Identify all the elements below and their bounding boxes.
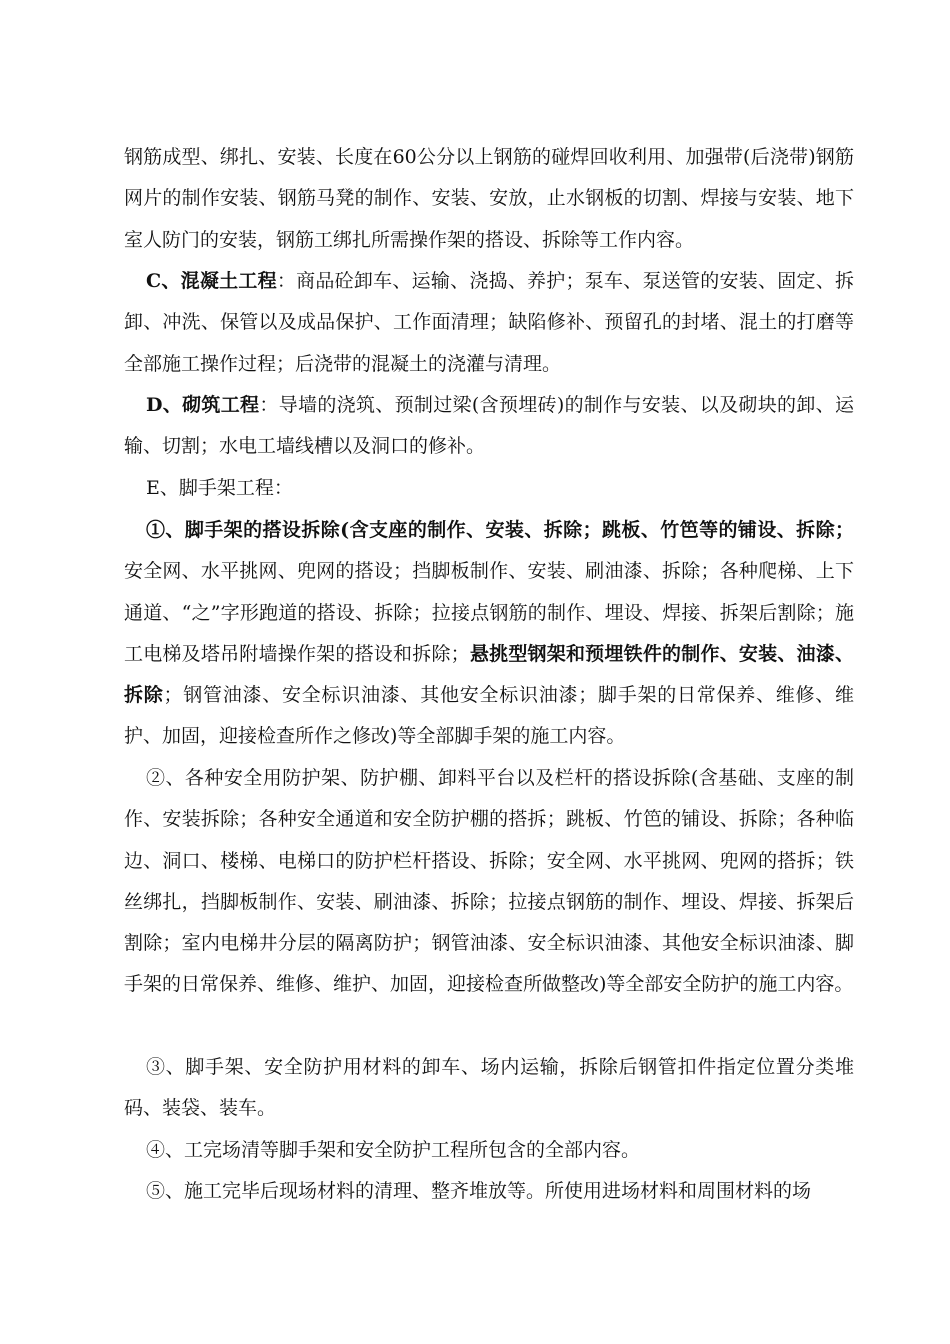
paragraph-rebar-continuation [124, 137, 854, 261]
concrete-text: ：商品砼卸车、运输、浇捣、养护；泵车、泵送管的安装、固定、拆卸、冲洗、保管以及成品保护、工作面清理；缺陷修补、预留孔的封堵、混土的打磨等全部施工操作过程；后浇带的混凝土的浇灌与清理。 [124, 270, 854, 375]
scaffold-2-text: ②、各种安全用防护架、防护棚、卸料平台以及栏杆的搭设拆除(含基础、支座的制作、安装拆除；各种安全通道和安全防护棚的搭拆；跳板、竹笆的铺设、拆除；各种临边、洞口、楼梯、电梯口的防护栏杆搭设、拆除；安全网、水平挑网、兜网的搭拆；铁丝绑扎，挡脚板制作、安装、刷油漆、拆除；拉接点钢筋的制作、埋设、焊接、拆架后割除；室内电梯井分层的隔离防护；钢管油漆、安全标识油漆、其他安全标识油漆、脚手架的日常保养、维修、维护、加固，迎接检查所做整改)等全部安全防护的施工内容。 [124, 767, 854, 996]
paragraph-scaffold-item-2 [124, 758, 854, 1006]
rebar-text: 钢筋成型、绑扎、安装、长度在60公分以上钢筋的碰焊回收利用、加强带(后浇带)钢筋网片的制作安装、钢筋马凳的制作、安装、安放，止水钢板的切割、焊接与安装、地下室人防门的安装，钢筋工绑扎所需操作架的搭设、拆除等工作内容。 [124, 146, 854, 251]
scaffold-1-bold-a: ①、脚手架的搭设拆除(含支座的制作、安装、拆除；跳板、竹笆等的铺设、拆除； [146, 519, 854, 541]
paragraph-scaffold-item-3 [124, 1047, 854, 1130]
scaffold-5-text: ⑤、施工完毕后现场材料的清理、整齐堆放等。所使用进场材料和周围材料的场 [146, 1180, 812, 1202]
concrete-heading: C、混凝土工程 [146, 270, 277, 292]
scaffold-1-text-b: ；钢管油漆、安全标识油漆、其他安全标识油漆；脚手架的日常保养、维修、维护、加固，迎接检查所作之修改)等全部脚手架的施工内容。 [124, 684, 854, 748]
paragraph-masonry [124, 385, 854, 468]
paragraph-scaffold-heading [124, 468, 854, 509]
scaffold-1-bold-b: 悬挑型钢架和预埋铁件的制作、安装、油漆、拆除 [124, 642, 854, 707]
scaffold-4-text: ④、工完场清等脚手架和安全防护工程所包含的全部内容。 [146, 1139, 641, 1161]
masonry-heading: D、砌筑工程 [146, 394, 260, 416]
scaffold-3-text: ③、脚手架、安全防护用材料的卸车、场内运输，拆除后钢管扣件指定位置分类堆码、装袋、装车。 [124, 1056, 854, 1120]
paragraph-scaffold-item-5 [124, 1171, 854, 1212]
paragraph-scaffold-item-1 [124, 510, 854, 758]
paragraph-scaffold-item-4 [124, 1130, 854, 1171]
scaffold-heading: E、脚手架工程： [146, 477, 293, 499]
paragraph-concrete [124, 261, 854, 385]
masonry-text: ：导墙的浇筑、预制过梁(含预埋砖)的制作与安装、以及砌块的卸、运输、切割；水电工墙线槽以及洞口的修补。 [124, 394, 854, 458]
scaffold-1-text-a: 安全网、水平挑网、兜网的搭设；挡脚板制作、安装、刷油漆、拆除；各种爬梯、上下通道、“之”字形跑道的搭设、拆除；拉接点钢筋的制作、埋设、焊接、拆架后割除；施工电梯及塔吊附墙操作架的搭设和拆除； [124, 560, 854, 665]
